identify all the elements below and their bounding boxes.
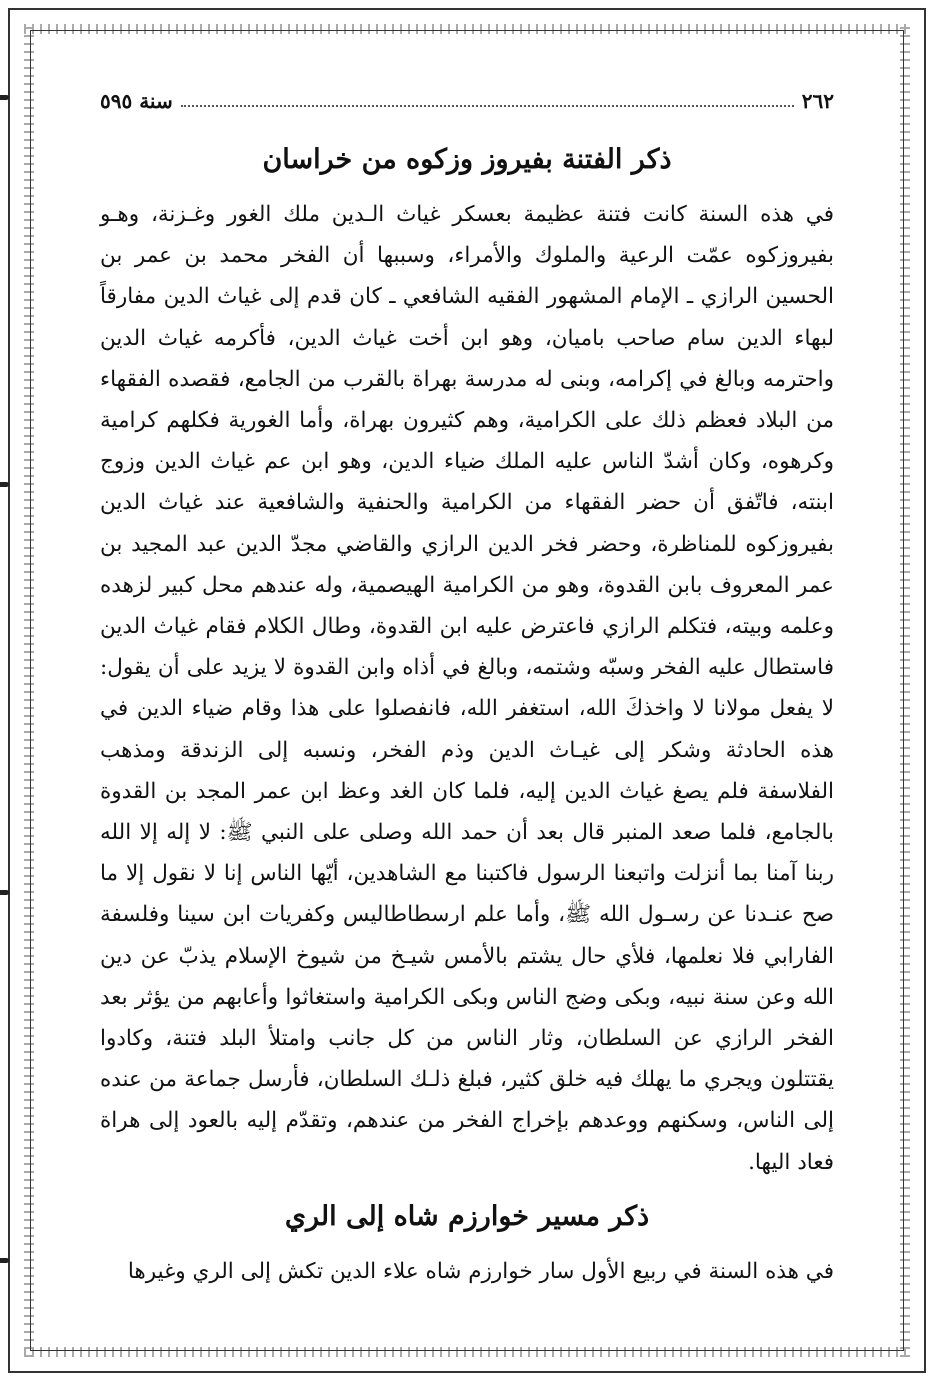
running-header xyxy=(100,86,834,116)
margin-mark xyxy=(0,1258,9,1263)
page-number: ٢٦٢ xyxy=(801,89,834,113)
year-label: سنة ٥٩٥ xyxy=(100,89,173,113)
page-content xyxy=(100,140,834,1292)
margin-mark xyxy=(0,95,9,100)
margin-mark xyxy=(0,890,9,895)
section-title: ذكر الفتنة بفيروز وزكوه من خراسان xyxy=(262,144,672,175)
section-paragraph: في هذه السنة كانت فتنة عظيمة بعسكر غياث الـدين ملك الغور وغـزنة، وهـو بفيروزكوه عمّت الرعية والملوك والأمراء، وسببها أن الفخر محمد بن عمر بن الحسين الرازي ـ الإمام المشهور الفقيه الشافعي ـ كان قدم إلى غياث الدين مفارقاً لبهاء الدين سام صاحب باميان، وهو ابن أخت غياث الدين، فأكرمه غياث الدين واحترمه وبالغ في إكرامه، وبنى له مدرسة بهراة بالقرب من الجامع، فقصده الفقهاء من البلاد فعظم ذلك على الكرامية، وهم كثيرون بهراة، وأما الغورية فكلهم كرامية وكرهوه، وكان أشدّ الناس عليه الملك ضياء الدين، وهو ابن عم غياث الدين وزوج ابنته، فاتّفق أن حضر الفقهاء من الكرامية والحنفية والشافعية عند غياث الدين بفيروزكوه للمناظرة، وحضر فخر الدين الرازي والقاضي مجدّ الدين عبد المجيد بن عمر المعروف بابن القدوة، وهو من الكرامية الهيصمية، وله عندهم محل كبير لزهده وعلمه وبيته، فتكلم الرازي فاعترض عليه ابن القدوة، وطال الكلام فقام غياث الدين فاستطال عليه الفخر وسبّه وشتمه، وبالغ في أذاه وابن القدوة لا يزيد على أن يقول: لا يفعل مولانا لا واخذكَ الله، استغفر الله، فانفصلوا على هذا وقام ضياء الدين في هذه الحادثة وشكر إلى غيـاث الدين وذم الفخر، ونسبه إلى الزندقة ومذهب الفلاسفة فلم يصغ غياث الدين إليه، فلما كان الغد وعظ ابن عمر المجد بن القدوة بالجامع، فلما صعد المنبر قال بعد أن حمد الله وصلى على النبي ﷺ: لا إله إلا الله ربنا آمنا بما أنزلت واتبعنا الرسول فاكتبنا مع الشاهدين، أيّها الناس إنا لا نقول إلا ما صح عنـدنا عن رسـول الله ﷺ، وأما علم ارسطاطاليس وكفريات ابن سينا وفلسفة الفارابي فلا نعلمها، فلأي حال يشتم بالأمس شيـخ من شيوخ الإسلام يذبّ عن دين الله وعن سنة نبيه، وبكى وضج الناس وبكى الكرامية واستغاثوا وأعابهم من يؤثر بعد الفخر الرازي عن السلطان، وثار الناس من كل جانب وامتلأ البلد فتنة، وكادوا يقتتلون ويجري ما يهلك فيه خلق كثير، فبلغ ذلـك السلطان، فأرسل جماعة من عنده إلى الناس، وسكنهم ووعدهم بإخراج الفخر من عندهم، وتقدّم إليه بالعود إلى هراة فعاد اليها. xyxy=(100,202,834,1175)
margin-mark xyxy=(0,482,9,487)
section-title: ذكر مسير خوارزم شاه إلى الري xyxy=(284,1200,650,1232)
section-paragraph: في هذه السنة في ربيع الأول سار خوارزم شاه علاء الدين تكش إلى الري وغيرها xyxy=(127,1258,834,1284)
header-dotted-leader xyxy=(181,105,794,107)
